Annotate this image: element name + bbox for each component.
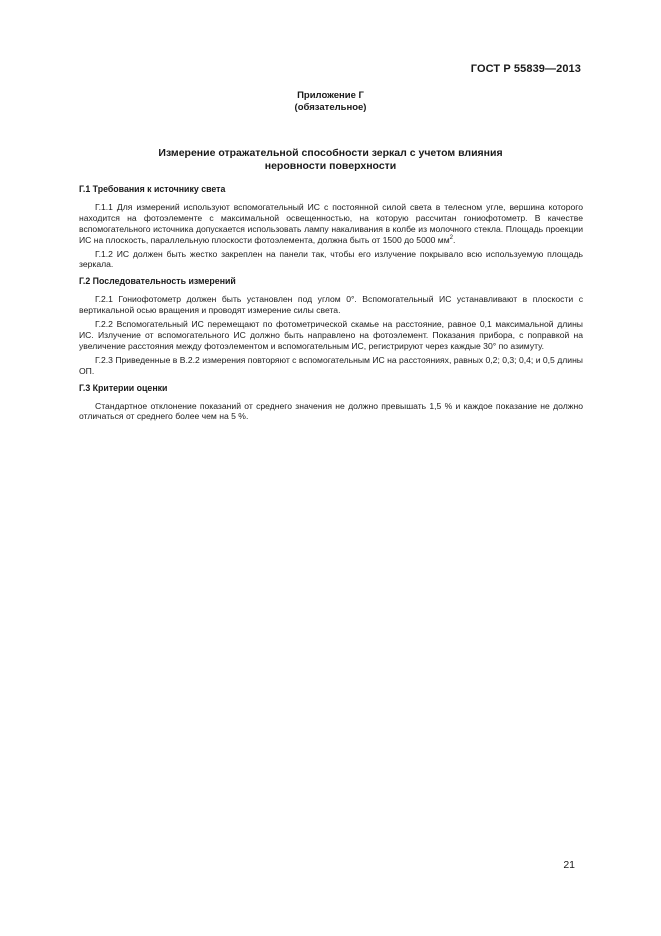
paragraph-text: Стандартное отклонение показаний от среднего значения не должно превышать 1,5 % и каждое показание не должно отличаться от среднего более чем на 5 %.	[79, 400, 583, 422]
document-code: ГОСТ Р 55839—2013	[470, 63, 581, 75]
section-g3	[79, 383, 583, 423]
paragraph-g3-1	[79, 401, 583, 423]
paragraph-text: Г.1.2 ИС должен быть жестко закреплен на панели так, чтобы его излучение покрывало всю используемую площадь зеркала.	[79, 248, 583, 270]
annex-label: Приложение Г	[297, 90, 364, 101]
paragraph-g2-1	[79, 294, 583, 316]
annex-header	[0, 90, 661, 114]
page-number: 21	[563, 859, 575, 871]
annex-status: (обязательное)	[294, 102, 367, 113]
annex-title	[0, 147, 661, 173]
paragraph-g1-1	[79, 202, 583, 246]
paragraph-end: .	[452, 234, 456, 245]
paragraph-text: Г.1.1 Для измерений используют вспомогательный ИС с постоянной силой света в телесном угле, вершина которого находится на фотоэлементе с максимальной освещенностью, на которую рассчитан гониофотометр. В качестве вспомогательного источника допускается использовать лампу накаливания в колбе из молочного стекла. Площадь проекции ИС на плоскость, параллельную плоскости фотоэлемента, должна быть от 1500 до 5000 мм	[79, 201, 583, 245]
section-g1	[79, 184, 583, 270]
paragraph-text: Г.2.2 Вспомогательный ИС перемещают по фотометрической скамье на расстояние, равное 0,1 максимальной длины ИС. Излучение от вспомогательного ИС должно быть направлено на фотоэлемент. Показания прибора, с поправкой на увеличение расстояния между фотоэлементом и вспомогательным ИС, регистрируют через каждые 30° по азимуту.	[79, 319, 583, 351]
section-heading: Г.3 Критерии оценки	[79, 382, 168, 393]
section-g2	[79, 276, 583, 376]
annex-title-line-1: Измерение отражательной способности зеркал с учетом влияния	[158, 147, 503, 159]
paragraph-text: Г.2.3 Приведенные в В.2.2 измерения повторяют с вспомогательным ИС на расстояниях, равных 0,2; 0,3; 0,4; и 0,5 длины ОП.	[79, 354, 583, 376]
annex-title-line-2: неровности поверхности	[264, 160, 397, 172]
superscript: 2	[449, 234, 453, 241]
paragraph-g2-2	[79, 319, 583, 352]
paragraph-g2-3	[79, 355, 583, 377]
section-heading: Г.2 Последовательность измерений	[79, 276, 236, 287]
paragraph-text: Г.2.1 Гониофотометр должен быть установлен под углом 0°. Вспомогательный ИС устанавливают в плоскости с вертикальной осью вращения и проводят измерение силы света.	[79, 294, 583, 316]
paragraph-g1-2	[79, 249, 583, 271]
section-heading: Г.1 Требования к источнику света	[79, 184, 226, 194]
document-body	[79, 184, 583, 428]
